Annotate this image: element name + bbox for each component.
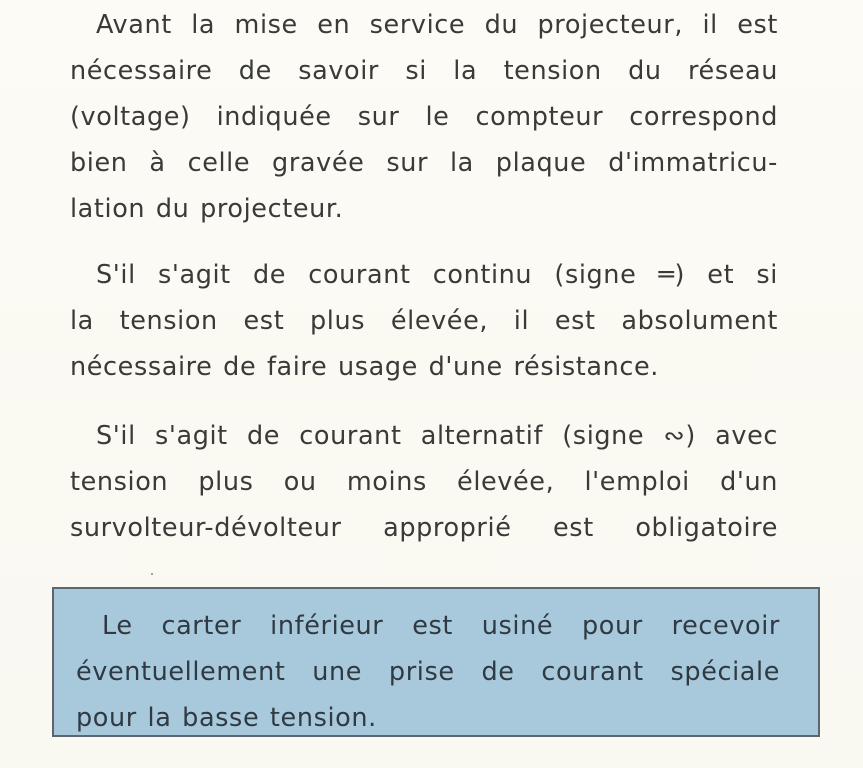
text-line: lation du projecteur. [70, 194, 344, 224]
print-speck [151, 573, 153, 575]
text-line: survolteur-dévolteur approprié est obligatoire [70, 513, 778, 543]
text-line: (voltage) indiquée sur le compteur correspond [70, 102, 778, 132]
text-line: nécessaire de faire usage d'une résistance. [70, 352, 659, 382]
text-line: nécessaire de savoir si la tension du réseau [70, 56, 778, 86]
paragraph-alternating-current [70, 413, 778, 551]
text-line: bien à celle gravée sur la plaque d'immatricu- [70, 148, 778, 178]
text-line: Avant la mise en service du projecteur, il est [96, 10, 778, 40]
text-line: la tension est plus élevée, il est absolument [70, 306, 778, 336]
paragraph-voltage-check [70, 2, 778, 232]
text-line: tension plus ou moins élevée, l'emploi d'un [70, 467, 778, 497]
note-box [52, 587, 820, 737]
note-line: pour la basse tension. [76, 703, 377, 733]
note-paragraph [76, 603, 780, 741]
text-line: S'il s'agit de courant continu (signe ═) et si [96, 260, 778, 290]
paragraph-direct-current [70, 252, 778, 390]
note-line: Le carter inférieur est usiné pour recevoir [102, 611, 780, 641]
text-line: S'il s'agit de courant alternatif (signe ∾) avec [96, 421, 778, 451]
note-line: éventuellement une prise de courant spéciale [76, 657, 780, 687]
